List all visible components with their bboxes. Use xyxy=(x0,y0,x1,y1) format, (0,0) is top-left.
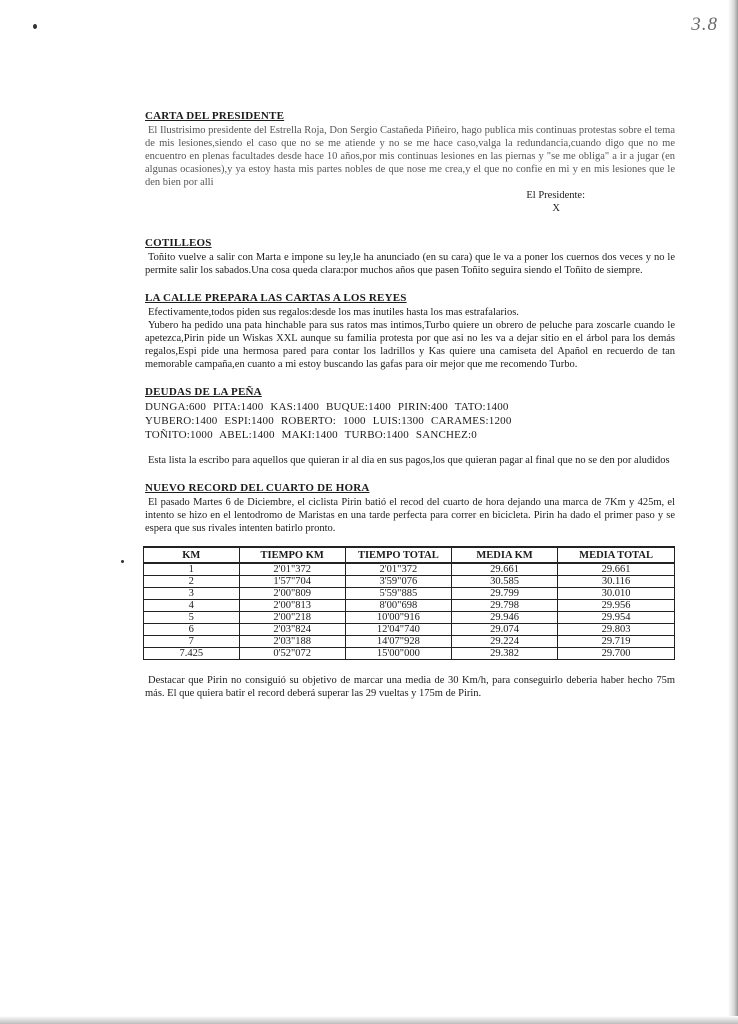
table-cell: 2'01"372 xyxy=(239,563,345,576)
table-cell: 2 xyxy=(144,576,240,588)
kings-letters-body: Yubero ha pedido una pata hinchable para sus ratos mas intimos,Turbo quiere un obrero de peluche para zoscarle cuando le apetezca,Pirin pide un Wiskas XXL aunque su familia protesta por que asi no les va a dejar sitio en el árbol para los demás regalos,Espi pide una hermosa pared para contar los ladrillos y Kas quiere una camiseta del Apañol en recuerdo de tan memorable campaña,en cuanto a mi estoy buscando las gafas para oir mejor que me recomendo Turbo. xyxy=(145,320,675,370)
table-row xyxy=(144,636,675,648)
table-cell: 29.946 xyxy=(451,612,557,624)
table-cell: 2'03"824 xyxy=(239,624,345,636)
table-cell: 6 xyxy=(144,624,240,636)
table-cell: 29.224 xyxy=(451,636,557,648)
page-bottom-shadow xyxy=(0,1016,738,1024)
table-cell: 29.661 xyxy=(451,563,557,576)
table-cell: 29.954 xyxy=(558,612,675,624)
table-cell: 2'01"372 xyxy=(345,563,451,576)
header-km: KM xyxy=(144,547,240,563)
table-cell: 7 xyxy=(144,636,240,648)
table-row xyxy=(144,612,675,624)
debts-line: YUBERO:1400 ESPI:1400 ROBERTO: 1000 LUIS:1300 CARAMES:1200 xyxy=(145,415,512,427)
table-cell: 2'00"813 xyxy=(239,600,345,612)
table-cell: 3 xyxy=(144,588,240,600)
table-cell: 10'00"916 xyxy=(345,612,451,624)
table-cell: 1'57"704 xyxy=(239,576,345,588)
table-cell: 29.799 xyxy=(451,588,557,600)
table-cell: 29.956 xyxy=(558,600,675,612)
table-cell: 4 xyxy=(144,600,240,612)
record-table-header-row xyxy=(144,547,675,563)
president-signature-role: El Presidente: xyxy=(526,190,585,201)
header-total-average: MEDIA TOTAL xyxy=(558,547,675,563)
president-signature-mark: X xyxy=(552,203,560,214)
table-cell: 5'59"885 xyxy=(345,588,451,600)
table-cell: 29.661 xyxy=(558,563,675,576)
president-letter-heading: CARTA DEL PRESIDENTE xyxy=(145,110,285,122)
table-cell: 29.719 xyxy=(558,636,675,648)
table-cell: 30.116 xyxy=(558,576,675,588)
header-total-time: TIEMPO TOTAL xyxy=(345,547,451,563)
table-row xyxy=(144,600,675,612)
table-cell: 29.798 xyxy=(451,600,557,612)
kings-letters-intro: Efectivamente,todos piden sus regalos:desde los mas inutiles hasta los mas estrafalarios. xyxy=(148,307,519,318)
debts-line: DUNGA:600 PITA:1400 KAS:1400 BUQUE:1400 PIRIN:400 TATO:1400 xyxy=(145,401,509,413)
table-row xyxy=(144,588,675,600)
table-cell: 2'00"218 xyxy=(239,612,345,624)
record-body: El pasado Martes 6 de Diciembre, el ciclista Pirin batió el recod del cuarto de hora dejando una marca de 7Km y 425m, el intento se hizo en el lentodromo de Maristas en una tarde perfecta para correr en bicicleta. Pirin ha dado el primer paso y se espera que sus rivales intenten batirlo pronto. xyxy=(145,497,675,534)
table-row xyxy=(144,576,675,588)
gossip-body: Toñito vuelve a salir con Marta e impone su ley,le ha anunciado (en su cara) que le va a poner los cuernos dos veces y no le permite salir los sabados.Una cosa queda clara:por muchos años que pasen Toñito seguira siendo el Toñito de siempre. xyxy=(145,252,675,276)
table-cell: 12'04"740 xyxy=(345,624,451,636)
gossip-section xyxy=(145,237,675,277)
scan-speck xyxy=(33,24,37,29)
record-section xyxy=(145,482,675,700)
record-table-body xyxy=(144,563,675,660)
newsletter-content xyxy=(145,110,675,715)
scan-speck xyxy=(121,560,124,563)
page-edge-shadow xyxy=(728,0,738,1024)
table-cell: 8'00"698 xyxy=(345,600,451,612)
debts-heading: DEUDAS DE LA PEÑA xyxy=(145,386,262,398)
table-cell: 29.074 xyxy=(451,624,557,636)
table-row xyxy=(144,624,675,636)
table-row xyxy=(144,648,675,660)
kings-letters-section xyxy=(145,292,675,371)
record-heading: NUEVO RECORD DEL CUARTO DE HORA xyxy=(145,482,370,494)
page-number: 3.8 xyxy=(691,14,718,35)
table-cell: 0'52"072 xyxy=(239,648,345,660)
table-cell: 29.803 xyxy=(558,624,675,636)
table-cell: 30.585 xyxy=(451,576,557,588)
table-cell: 7.425 xyxy=(144,648,240,660)
table-cell: 30.010 xyxy=(558,588,675,600)
president-letter-section xyxy=(145,110,675,215)
table-cell: 14'07"928 xyxy=(345,636,451,648)
kings-letters-heading: LA CALLE PREPARA LAS CARTAS A LOS REYES xyxy=(145,292,407,304)
header-lap-average: MEDIA KM xyxy=(451,547,557,563)
table-row xyxy=(144,563,675,576)
table-cell: 5 xyxy=(144,612,240,624)
table-cell: 1 xyxy=(144,563,240,576)
table-cell: 29.382 xyxy=(451,648,557,660)
president-letter-body: El Ilustrisimo presidente del Estrella Roja, Don Sergio Castañeda Piñeiro, hago publica mis continuas protestas sobre el tema de mis lesiones,siendo el caso que no se me atiende y no se me hace caso,valga la redundancia,cuando digo que no me encuentro en plenas facultades desde hace 10 años,por mis continuas lesiones en las piernas y "se me obliga" a ir a jugar (en algunas ocasiones),y ya estoy hasta mis partes nobles de que nose me crea,y el que no confie en mi y en mis lesiones que le den bien por alli xyxy=(145,125,675,188)
gossip-heading: COTILLEOS xyxy=(145,237,212,249)
debts-line: TOÑITO:1000 ABEL:1400 MAKI:1400 TURBO:1400 SANCHEZ:0 xyxy=(145,429,477,441)
debts-note: Esta lista la escribo para aquellos que quieran ir al dia en sus pagos,los que quieran pagar al final que no se den por aludidos xyxy=(148,455,670,466)
record-closing: Destacar que Pirin no consiguió su objetivo de marcar una media de 30 Km/h, para conseguirlo deberia haber hecho 75m más. El que quiera batir el record deberá superar las 29 vueltas y 175m de Pirin. xyxy=(145,675,675,699)
header-lap-time: TIEMPO KM xyxy=(239,547,345,563)
debts-section xyxy=(145,386,675,467)
table-cell: 2'00"809 xyxy=(239,588,345,600)
table-cell: 2'03"188 xyxy=(239,636,345,648)
record-table xyxy=(143,546,675,660)
table-cell: 29.700 xyxy=(558,648,675,660)
table-cell: 3'59"076 xyxy=(345,576,451,588)
table-cell: 15'00"000 xyxy=(345,648,451,660)
